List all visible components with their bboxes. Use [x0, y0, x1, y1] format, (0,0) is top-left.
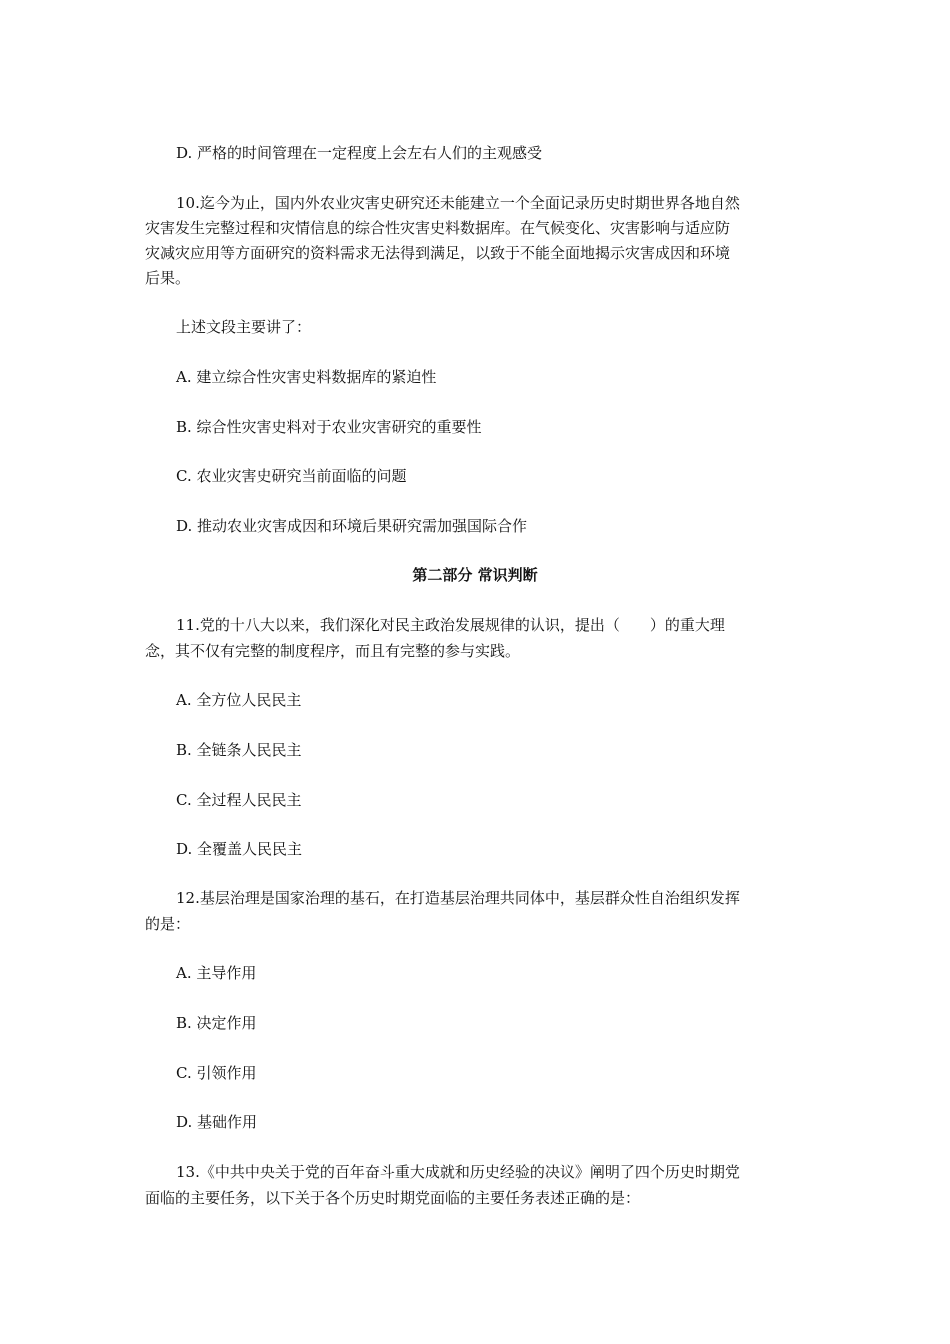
q10-stem-line-2: 灾害发生完整过程和灾情信息的综合性灾害史料数据库。在气候变化、灾害影响与适应防 — [145, 219, 731, 237]
q10-stem-line-1: 10.迄今为止，国内外农业灾害史研究还未能建立一个全面记录历史时期世界各地自然 — [176, 194, 740, 212]
q10-option-d: D. 推动农业灾害成因和环境后果研究需加强国际合作 — [176, 517, 528, 535]
q10-option-c: C. 农业灾害史研究当前面临的问题 — [176, 467, 407, 485]
q11-option-d: D. 全覆盖人民民主 — [176, 840, 303, 858]
q11-option-a: A. 全方位人民民主 — [176, 691, 302, 709]
q10-stem-line-3: 灾减灾应用等方面研究的资料需求无法得到满足，以致于不能全面地揭示灾害成因和环境 — [145, 244, 731, 262]
q13-stem-line-2: 面临的主要任务，以下关于各个历史时期党面临的主要任务表述正确的是： — [145, 1189, 641, 1207]
q12-option-a: A. 主导作用 — [176, 964, 257, 982]
q11-option-b: B. 全链条人民民主 — [176, 741, 302, 759]
section-title: 第二部分 常识判断 — [412, 566, 538, 584]
q10-prompt: 上述文段主要讲了： — [176, 318, 312, 336]
q11-option-c: C. 全过程人民民主 — [176, 791, 302, 809]
q12-option-c: C. 引领作用 — [176, 1064, 257, 1082]
q12-option-d: D. 基础作用 — [176, 1113, 258, 1131]
q12-stem-line-2: 的是： — [145, 915, 191, 933]
q11-stem-line-2: 念，其不仅有完整的制度程序，而且有完整的参与实践。 — [145, 642, 521, 660]
q10-option-b: B. 综合性灾害史料对于农业灾害研究的重要性 — [176, 418, 482, 436]
q10-option-a: A. 建立综合性灾害史料数据库的紧迫性 — [176, 368, 437, 386]
q10-stem-line-4: 后果。 — [145, 269, 191, 287]
q9-option-d: D. 严格的时间管理在一定程度上会左右人们的主观感受 — [176, 144, 543, 162]
q12-stem-line-1: 12.基层治理是国家治理的基石，在打造基层治理共同体中，基层群众性自治组织发挥 — [176, 889, 740, 907]
q13-stem-line-1: 13.《中共中央关于党的百年奋斗重大成就和历史经验的决议》阐明了四个历史时期党 — [176, 1163, 740, 1181]
q12-option-b: B. 决定作用 — [176, 1014, 257, 1032]
q11-stem-line-1: 11.党的十八大以来，我们深化对民主政治发展规律的认识，提出（ ）的重大理 — [176, 616, 725, 634]
